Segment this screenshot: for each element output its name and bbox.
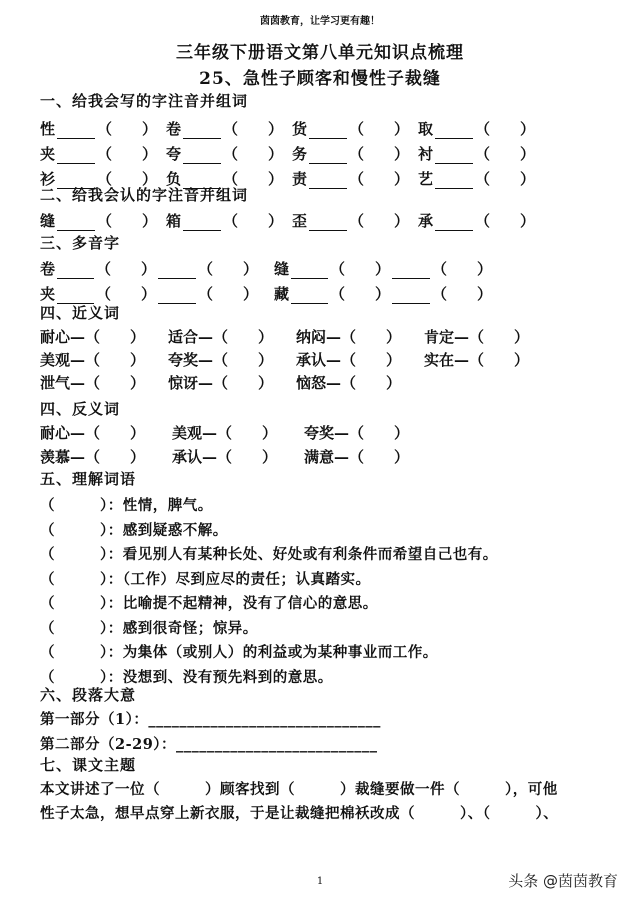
section-heading-1: 一、给我会写的字注音并组词	[40, 92, 249, 110]
definition-line: （ ）：感到很奇怪；惊异。	[40, 619, 258, 637]
definition-line: （ ）：感到疑惑不解。	[40, 521, 228, 539]
word-pair-row	[40, 422, 436, 443]
pinyin-parentheses[interactable]: （ ）	[349, 212, 410, 230]
page-number: 1	[316, 876, 324, 887]
polyphone-row	[40, 258, 508, 279]
section-heading-synonyms: 四、近义词	[40, 304, 121, 322]
writing-blank[interactable]	[309, 147, 347, 164]
page-title: 三年级下册语文第八单元知识点梳理	[176, 43, 464, 63]
word-pair-row	[40, 326, 552, 347]
char: 夸	[166, 145, 182, 163]
pinyin-parentheses[interactable]: （ ）	[329, 260, 390, 278]
polyphone-row	[40, 283, 508, 304]
writing-blank[interactable]	[435, 172, 473, 189]
watermark: 头条 @茵茵教育	[508, 872, 618, 890]
char-item	[40, 143, 166, 164]
word-pair: 承认—（ ）	[296, 351, 402, 369]
pinyin-parentheses[interactable]: （ ）	[198, 260, 259, 278]
word-pair: 实在—（ ）	[424, 351, 530, 369]
char: 卷	[40, 260, 56, 278]
practice-row	[40, 118, 544, 139]
pinyin-parentheses[interactable]: （ ）	[223, 212, 284, 230]
char-item	[418, 210, 544, 231]
writing-blank[interactable]	[57, 122, 95, 139]
pinyin-parentheses[interactable]: （ ）	[95, 285, 156, 303]
word-pair: 夸奖—（ ）	[304, 424, 410, 442]
char: 夹	[40, 145, 56, 163]
pinyin-parentheses[interactable]: （ ）	[95, 260, 156, 278]
definition-line: （ ）：比喻提不起精神，没有了信心的意思。	[40, 595, 378, 612]
writing-blank[interactable]	[158, 287, 196, 304]
word-pair: 适合—（ ）	[168, 328, 274, 346]
pinyin-parentheses[interactable]: （ ）	[97, 212, 158, 230]
pinyin-parentheses[interactable]: （ ）	[349, 170, 410, 188]
pinyin-parentheses[interactable]: （ ）	[432, 285, 493, 303]
word-pair: 泄气—（ ）	[40, 374, 146, 392]
char: 藏	[274, 285, 290, 303]
word-pair: 美观—（ ）	[172, 424, 278, 442]
pinyin-parentheses[interactable]: （ ）	[475, 145, 536, 163]
polyphone-item	[274, 283, 508, 304]
char-item	[292, 168, 418, 189]
writing-blank[interactable]	[392, 262, 430, 279]
lesson-title: 25、急性子顾客和慢性子裁缝	[199, 69, 441, 89]
section-heading-paragraphs: 六、段落大意	[40, 686, 137, 704]
writing-blank[interactable]	[57, 262, 94, 279]
char: 货	[292, 120, 308, 138]
pinyin-parentheses[interactable]: （ ）	[223, 120, 284, 138]
char-item	[166, 210, 292, 231]
char: 承	[418, 212, 434, 230]
writing-blank[interactable]	[309, 172, 347, 189]
definition-line: （ ）：看见别人有某种长处、好处或有利条件而希望自己也有。	[40, 546, 498, 563]
char-item	[292, 143, 418, 164]
char: 箱	[166, 212, 182, 230]
writing-blank[interactable]	[309, 122, 347, 139]
char: 艺	[418, 170, 434, 188]
char: 衫	[40, 170, 56, 188]
word-pair: 羡慕—（ ）	[40, 448, 146, 466]
char-item	[40, 258, 156, 279]
polyphone-item	[40, 258, 274, 279]
char-item	[274, 283, 390, 304]
writing-blank[interactable]	[183, 122, 221, 139]
writing-blank[interactable]	[291, 287, 328, 304]
writing-blank[interactable]	[291, 262, 328, 279]
word-pair: 夸奖—（ ）	[168, 351, 274, 369]
pinyin-parentheses[interactable]: （ ）	[349, 145, 410, 163]
word-pair: 耐心—（ ）	[40, 328, 146, 346]
section-heading-theme: 七、课文主题	[40, 756, 137, 774]
char-item	[292, 210, 418, 231]
writing-blank[interactable]	[183, 214, 221, 231]
writing-blank[interactable]	[392, 287, 430, 304]
char: 负	[166, 170, 182, 188]
char: 取	[418, 120, 434, 138]
word-pair-row	[40, 372, 424, 393]
word-pair: 纳闷—（ ）	[296, 328, 402, 346]
char: 缝	[40, 212, 56, 230]
definition-line: （ ）：没想到、没有预先料到的意思。	[40, 668, 333, 686]
char-item	[40, 283, 156, 304]
char: 歪	[292, 212, 308, 230]
practice-row	[40, 143, 544, 164]
definition-line: （ ）：（工作）尽到应尽的责任；认真踏实。	[40, 570, 371, 588]
word-pair: 美观—（ ）	[40, 351, 146, 369]
theme-line-1: 本文讲述了一位（ ）顾客找到（ ）裁缝要做一件（ ），可他	[40, 781, 558, 798]
definition-line: （ ）：性情，脾气。	[40, 497, 213, 514]
char-item	[166, 143, 292, 164]
word-pair: 满意—（ ）	[304, 448, 410, 466]
word-pair: 耐心—（ ）	[40, 424, 146, 442]
char-item	[40, 210, 166, 231]
word-pair: 肯定—（ ）	[424, 328, 530, 346]
char: 缝	[274, 260, 290, 278]
writing-blank[interactable]	[57, 147, 95, 164]
word-pair: 恼怒—（ ）	[296, 374, 402, 392]
section-heading-2: 二、给我会认的字注音并组词	[40, 186, 249, 204]
section-heading-vocab: 五、理解词语	[40, 470, 137, 488]
word-pair: 承认—（ ）	[172, 448, 278, 466]
polyphone-item	[40, 283, 274, 304]
char: 性	[40, 120, 56, 138]
definition-line: （ ）：为集体（或别人）的利益或为某种事业而工作。	[40, 644, 438, 661]
writing-blank[interactable]	[158, 262, 196, 279]
section-heading-3: 三、多音字	[40, 234, 121, 252]
char-item	[418, 143, 544, 164]
char: 责	[292, 170, 308, 188]
writing-blank[interactable]	[435, 147, 473, 164]
word-pair-row	[40, 446, 436, 467]
pinyin-parentheses[interactable]: （ ）	[475, 170, 536, 188]
pinyin-parentheses[interactable]: （ ）	[349, 120, 410, 138]
char-item	[274, 258, 390, 279]
char-item	[166, 118, 292, 139]
char: 夹	[40, 285, 56, 303]
writing-blank[interactable]	[309, 214, 347, 231]
pinyin-parentheses[interactable]: （ ）	[329, 285, 390, 303]
pinyin-parentheses[interactable]: （ ）	[223, 170, 284, 188]
theme-line-2: 性子太急，想早点穿上新衣服，于是让裁缝把棉袄改成（ ）、（ ）、	[40, 805, 559, 822]
writing-blank[interactable]	[435, 122, 473, 139]
polyphone-item	[274, 258, 508, 279]
char: 务	[292, 145, 308, 163]
char: 衬	[418, 145, 434, 163]
char-item	[418, 118, 544, 139]
pinyin-parentheses[interactable]: （ ）	[223, 145, 284, 163]
writing-blank[interactable]	[183, 147, 221, 164]
pinyin-parentheses[interactable]: （ ）	[97, 145, 158, 163]
writing-blank[interactable]	[435, 214, 473, 231]
char-item	[418, 168, 544, 189]
paragraph-part-2: 第二部分（2-29）：__________________________	[40, 736, 378, 753]
pinyin-parentheses[interactable]: （ ）	[97, 120, 158, 138]
char-item	[292, 118, 418, 139]
practice-row	[40, 210, 544, 231]
word-pair: 惊讶—（ ）	[168, 374, 274, 392]
header-slogan: 茵茵教育，让学习更有趣！	[260, 16, 380, 27]
paragraph-part-1: 第一部分（1）：______________________________	[40, 711, 381, 728]
pinyin-parentheses[interactable]: （ ）	[475, 212, 536, 230]
writing-blank[interactable]	[57, 214, 95, 231]
char: 卷	[166, 120, 182, 138]
char-item	[40, 118, 166, 139]
pinyin-parentheses[interactable]: （ ）	[198, 285, 259, 303]
section-heading-antonyms: 四、反义词	[40, 400, 121, 418]
pinyin-parentheses[interactable]: （ ）	[475, 120, 536, 138]
pinyin-parentheses[interactable]: （ ）	[432, 260, 493, 278]
pinyin-parentheses[interactable]: （ ）	[97, 170, 158, 188]
word-pair-row	[40, 349, 552, 370]
